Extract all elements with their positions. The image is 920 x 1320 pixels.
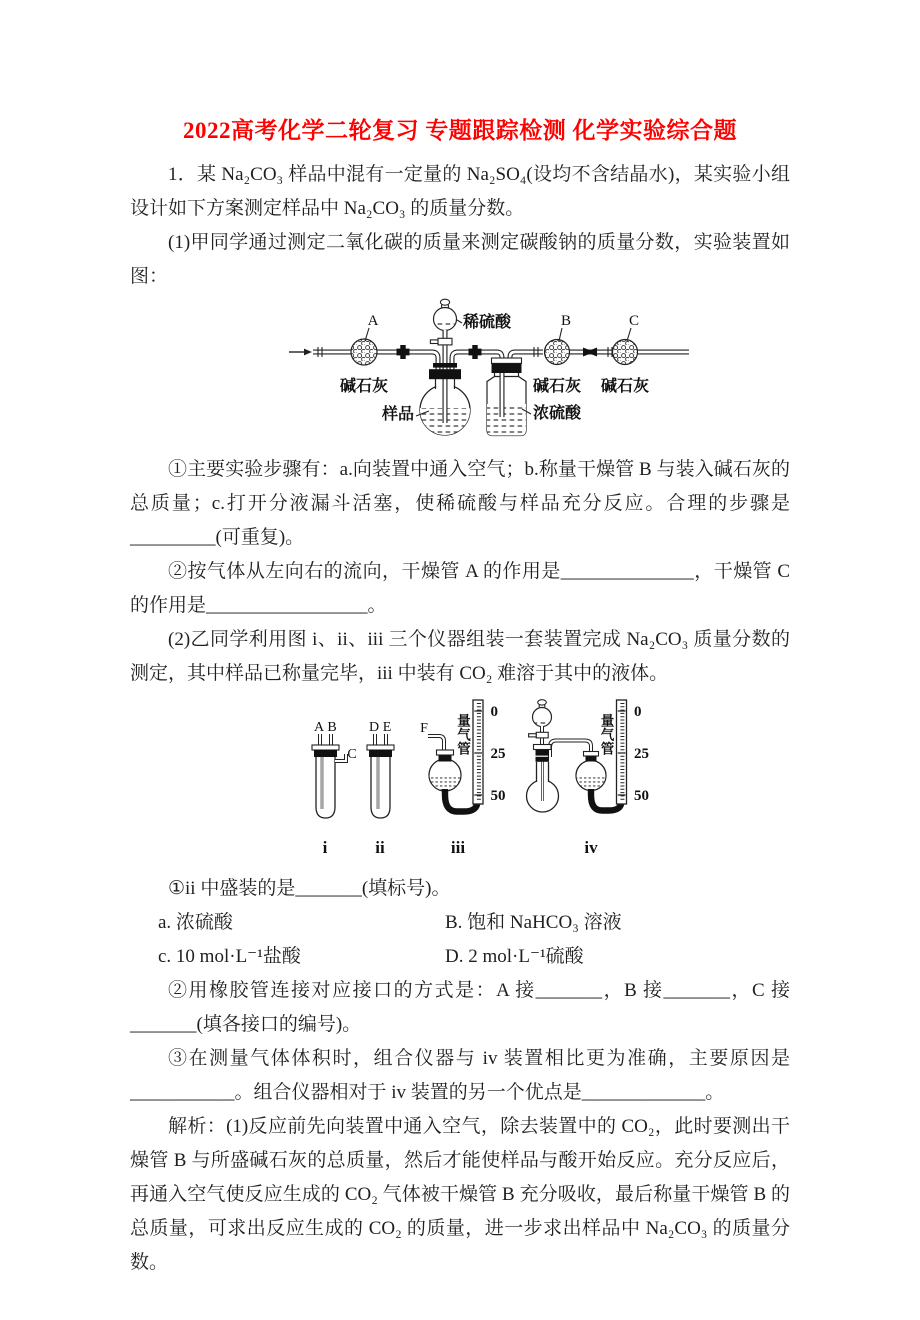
gas-tube-label-iii-3: 管	[457, 741, 471, 757]
option-d: D. 2 mol·L⁻¹硫酸	[445, 946, 584, 967]
part2-q2: ②用橡胶管连接对应接口的方式是：A 接_______，B 接_______，C 接_______(填各接口的编号)。	[130, 980, 790, 1035]
option-list	[130, 906, 790, 974]
scale-iv-50: 50	[634, 788, 649, 804]
gas-measuring-tube-iii	[473, 700, 483, 804]
scale-iii-0: 0	[490, 704, 498, 720]
port-a-label: A	[313, 720, 325, 735]
apparatus-2-svg	[300, 696, 670, 864]
port-b-label: B	[327, 720, 337, 735]
caption-i: i	[322, 838, 328, 857]
scale-iv-0: 0	[634, 704, 642, 720]
label-conc-sulfuric-acid: 浓硫酸	[533, 405, 582, 422]
apparatus-diagram-2	[300, 696, 790, 869]
port-c-label: C	[347, 747, 357, 762]
gas-tube-label-iii-2: 气	[457, 727, 471, 743]
caption-iii: iii	[450, 838, 466, 857]
flask-iii	[429, 759, 461, 792]
port-d-label: D	[368, 720, 380, 735]
scale-iii-50: 50	[490, 788, 506, 804]
gas-tube-label-iv-3: 管	[600, 741, 615, 757]
gas-measuring-tube-iv	[617, 700, 627, 804]
drying-tube-b	[545, 340, 570, 365]
label-soda-lime-b: 碱石灰	[532, 378, 582, 395]
caption-iv: iv	[584, 838, 598, 857]
page-title: 2022高考化学二轮复习 专题跟踪检测 化学实验综合题	[183, 118, 737, 143]
apparatus-diagram-1	[285, 297, 790, 450]
part1-intro: (1)甲同学通过测定二氧化碳的质量来测定碳酸钠的质量分数，实验装置如图：	[130, 232, 790, 287]
label-soda-lime-a: 碱石灰	[339, 378, 389, 395]
option-a: a. 浓硫酸	[158, 912, 233, 933]
label-dilute-sulfuric-acid: 稀硫酸	[463, 314, 512, 331]
gas-inlet-arrow	[289, 349, 312, 356]
gas-tube-label-iv-1: 量	[600, 713, 615, 729]
scale-iii-25: 25	[490, 746, 506, 762]
funnel-stopcock-iv	[529, 732, 549, 738]
flask-iv-right	[576, 761, 606, 792]
test-tube-ii	[371, 757, 390, 818]
analysis-paragraph: 解析：(1)反应前先向装置中通入空气，除去装置中的 CO₂，此时要测出干燥管 B 与所盛碱石灰的总质量，然后才能使样品与酸开始反应。充分反应后，再通入空气使反应生成的 CO₂ 气体被干燥管 B 充分吸收，最后称量干燥管 B 的总质量，可求出反应生成的 CO₂ 的质量，进一步求出样品中 Na₂CO₃ 的质量分数。	[130, 1116, 790, 1273]
part2-q3: ③在测量气体体积时，组合仪器与 iv 装置相比更为准确，主要原因是___________。组合仪器相对于 iv 装置的另一个优点是_____________。	[130, 1048, 790, 1103]
apparatus-1-svg	[285, 297, 705, 445]
label-sample: 样品	[381, 406, 414, 423]
question-intro: 1．某 Na₂CO₃ 样品中混有一定量的 Na₂SO₄(设均不含结晶水)，某实验小组设计如下方案测定样品中 Na₂CO₃ 的质量分数。	[130, 164, 790, 219]
option-b: B. 饱和 NaHCO₃ 溶液	[445, 912, 622, 933]
scale-iv-25: 25	[634, 746, 649, 762]
option-c: c. 10 mol·L⁻¹盐酸	[158, 946, 301, 967]
funnel-stopcock	[430, 338, 452, 345]
part2-intro: (2)乙同学利用图 i、ii、iii 三个仪器组装一套装置完成 Na₂CO₃ 质量分数的测定，其中样品已称量完毕，iii 中装有 CO₂ 难溶于其中的液体。	[130, 629, 790, 684]
part1-step2: ②按气体从左向右的流向，干燥管 A 的作用是______________，干燥管 C 的作用是_________________。	[130, 561, 790, 616]
gas-tube-label-iii-1: 量	[457, 713, 471, 729]
caption-ii: ii	[375, 838, 385, 857]
label-drying-tube-c: C	[628, 313, 640, 329]
gas-tube-label-iv-2: 气	[600, 727, 615, 743]
funnel-iv	[533, 700, 552, 728]
separating-funnel	[433, 299, 457, 331]
drying-tube-c	[613, 340, 638, 365]
port-f-label: F	[420, 721, 428, 736]
label-drying-tube-a: A	[367, 313, 379, 329]
part2-q1: ①ii 中盛装的是_______(填标号)。	[168, 878, 451, 899]
label-drying-tube-b: B	[560, 313, 572, 329]
part1-step1: ①主要实验步骤有：a.向装置中通入空气；b.称量干燥管 B 与装入碱石灰的总质量；c.打开分液漏斗活塞，使稀硫酸与样品充分反应。合理的步骤是_________(可重复)。	[130, 459, 790, 548]
label-soda-lime-c: 碱石灰	[600, 378, 650, 395]
port-e-label: E	[382, 720, 392, 735]
test-tube-i	[316, 757, 335, 818]
drying-tube-a	[351, 339, 377, 365]
